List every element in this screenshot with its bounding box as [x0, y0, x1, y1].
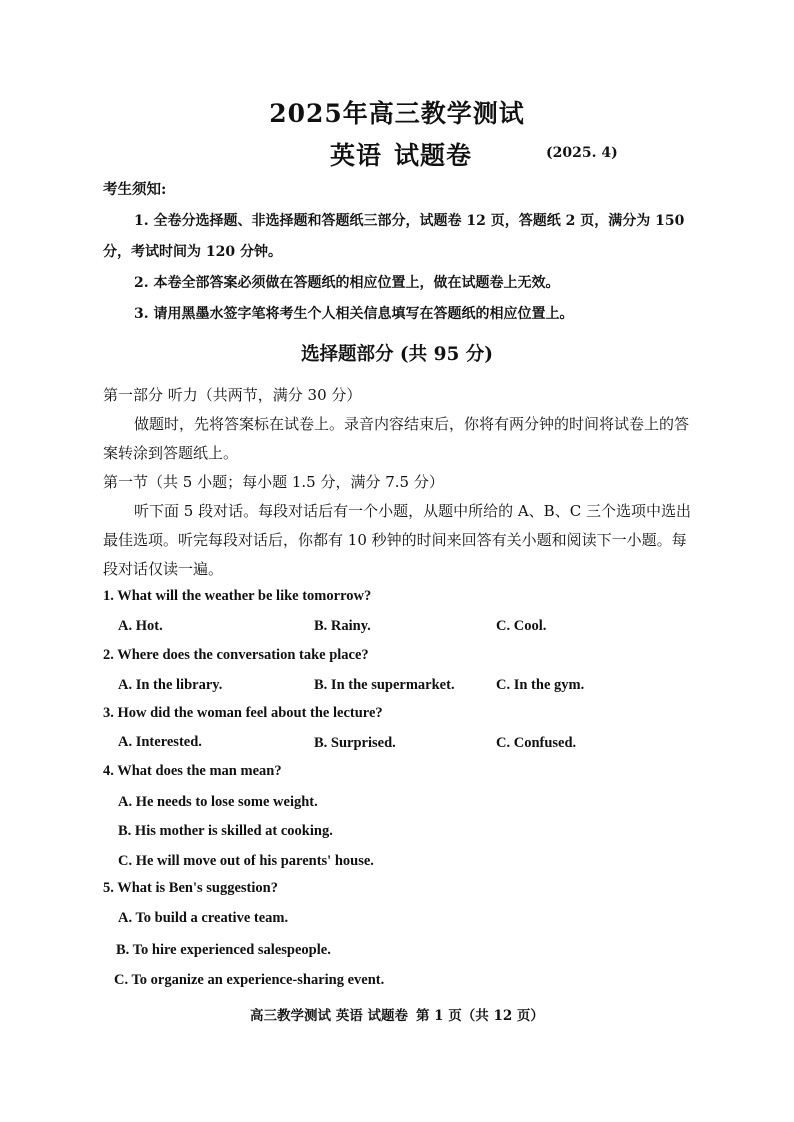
question-5-stem: 5. What is Ben's suggestion?	[103, 880, 278, 896]
part1-instruction-line-1: 做题时，先将答案标在试卷上。录音内容结束后，你将有两分钟的时间将试卷上的答	[134, 415, 690, 433]
question-5-option-b: B. To hire experienced salespeople.	[116, 942, 331, 958]
section-title: 选择题部分 (共 95 分)	[300, 344, 494, 365]
exam-title: 2025年高三教学测试	[269, 99, 525, 128]
footer-exam-name: 高三教学测试 英语 试题卷	[250, 1008, 408, 1024]
subject-label: 英语	[330, 141, 383, 170]
subsection-instruction-line-1: 听下面 5 段对话。每段对话后有一个小题，从题中所给的 A、B、C 三个选项中选出	[134, 502, 691, 520]
paper-type-label: 试题卷	[394, 141, 473, 170]
question-1-option-a: A. Hot.	[118, 618, 163, 634]
subsection-heading: 第一节（共 5 小题；每小题 1.5 分，满分 7.5 分）	[103, 473, 444, 491]
question-4-option-a: A. He needs to lose some weight.	[118, 794, 318, 810]
subsection-instruction-line-3: 段对话仅读一遍。	[103, 560, 224, 578]
question-4-option-c: C. He will move out of his parents' house.	[118, 853, 374, 869]
question-2-option-b: B. In the supermarket.	[314, 677, 455, 693]
exam-date: (2025. 4)	[546, 145, 618, 161]
question-1-option-b: B. Rainy.	[314, 618, 371, 634]
question-1-option-c: C. Cool.	[496, 618, 547, 634]
notice-item-1-line-1: 1. 全卷分选择题、非选择题和答题纸三部分，试题卷 12 页，答题纸 2 页，满分为 150	[134, 213, 685, 229]
question-5-option-c: C. To organize an experience-sharing event.	[114, 972, 385, 988]
question-4-stem: 4. What does the man mean?	[103, 763, 282, 779]
notice-item-1-line-2: 分，考试时间为 120 分钟。	[103, 244, 282, 260]
question-3-option-c: C. Confused.	[496, 735, 577, 751]
question-1-stem: 1. What will the weather be like tomorrow?	[103, 588, 372, 604]
question-2-option-a: A. In the library.	[118, 677, 223, 693]
page-footer	[0, 1004, 794, 1024]
question-3-option-a: A. Interested.	[118, 734, 202, 750]
exam-subtitle	[330, 136, 472, 172]
question-4-option-b: B. His mother is skilled at cooking.	[118, 823, 333, 839]
subsection-instruction-line-2: 最佳选项。听完每段对话后，你都有 10 秒钟的时间来回答有关小题和阅读下一小题。每	[103, 531, 687, 549]
question-5-option-a: A. To build a creative team.	[118, 910, 289, 926]
notice-item-2: 2. 本卷全部答案必须做在答题纸的相应位置上，做在试题卷上无效。	[134, 275, 560, 291]
notice-heading: 考生须知:	[103, 181, 167, 198]
question-2-option-c: C. In the gym.	[496, 677, 585, 693]
question-3-stem: 3. How did the woman feel about the lecture?	[103, 705, 383, 721]
notice-item-3: 3. 请用黑墨水签字笔将考生个人相关信息填写在答题纸的相应位置上。	[134, 306, 574, 322]
part1-heading: 第一部分 听力（共两节，满分 30 分）	[103, 386, 362, 404]
question-2-stem: 2. Where does the conversation take place?	[103, 647, 369, 663]
part1-instruction-line-2: 案转涂到答题纸上。	[103, 444, 239, 462]
footer-page-number: 第 1 页（共 12 页）	[415, 1008, 544, 1024]
question-3-option-b: B. Surprised.	[314, 735, 396, 751]
